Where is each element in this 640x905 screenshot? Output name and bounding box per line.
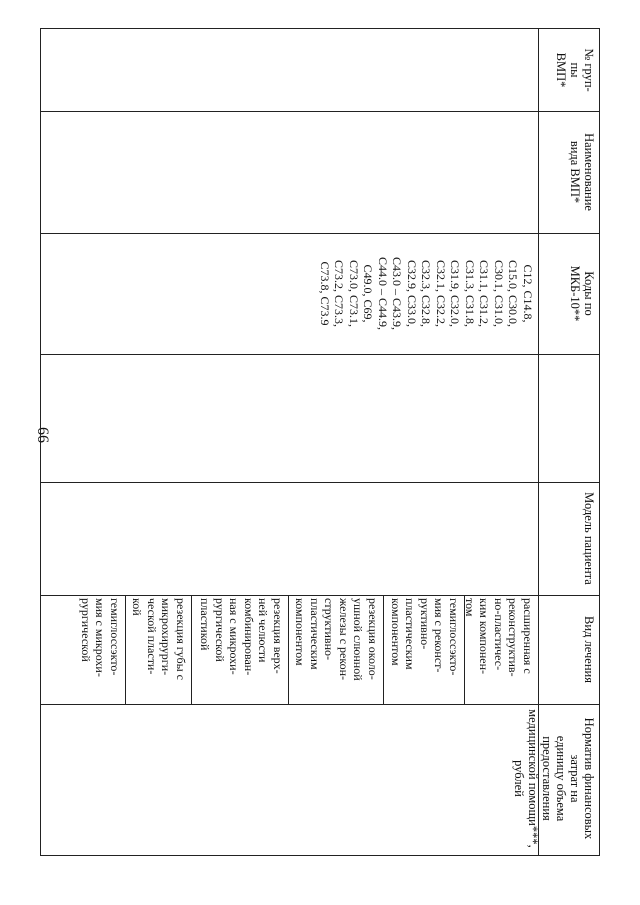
method-cell: резекция губы с микрохирурги- ческой пласти- кой (130, 598, 188, 680)
header-vmp-name: Наименование вида ВМП* (568, 133, 596, 211)
row-divider (125, 595, 126, 704)
treatment-table (40, 28, 600, 856)
row-divider (383, 595, 384, 704)
header-patient-model: Модель пациента (582, 492, 596, 585)
method-cell: гемиглоссэкто- мия с микрохи- рургической (79, 598, 122, 677)
page-number: 66 (34, 427, 51, 443)
icd-codes-cell: C12, C14.8, C15.0, C30.0, C30.1, C31.0, C31.1, C31.2, C31.3, C31.8, C31.9, C32.0, C32.1, C32.2, C32.3, C32.8, C32.9, C33.0, C43.0 – C43.9, C44.0 – C44.9, C49.0, C69, C73.0, C73.1, C73.2, C73.3, C73.8, C73.9 (318, 256, 535, 330)
column-divider (41, 111, 599, 112)
method-cell: резекция верх- ней челюсти комбинирован- ная с микрохи- рургической пластикой (198, 598, 285, 676)
header-group-no: № груп- пы ВМП* (554, 48, 596, 92)
header-cost-norm: Норматив финансовых затрат на единицу объема предоставления медицинской помощи***, рублей (512, 709, 596, 848)
column-divider (41, 482, 599, 483)
header-treatment-type: Вид лечения (582, 616, 596, 683)
row-divider (191, 595, 192, 704)
header-icd-codes: Коды по МКБ-10** (568, 265, 596, 322)
column-divider (41, 704, 599, 705)
method-cell: резекция около- ушной слюнной железы с рекон- структивно- пластическим компонентом (293, 598, 380, 681)
method-cell: гемиглоссэкто- мия с реконст- руктивно- пластическим компонентом (389, 598, 461, 676)
method-cell: расширенная с реконструктив- но-пластичес- ким компонен- том (463, 598, 535, 677)
column-divider (41, 354, 599, 355)
row-divider (288, 595, 289, 704)
column-divider (41, 233, 599, 234)
